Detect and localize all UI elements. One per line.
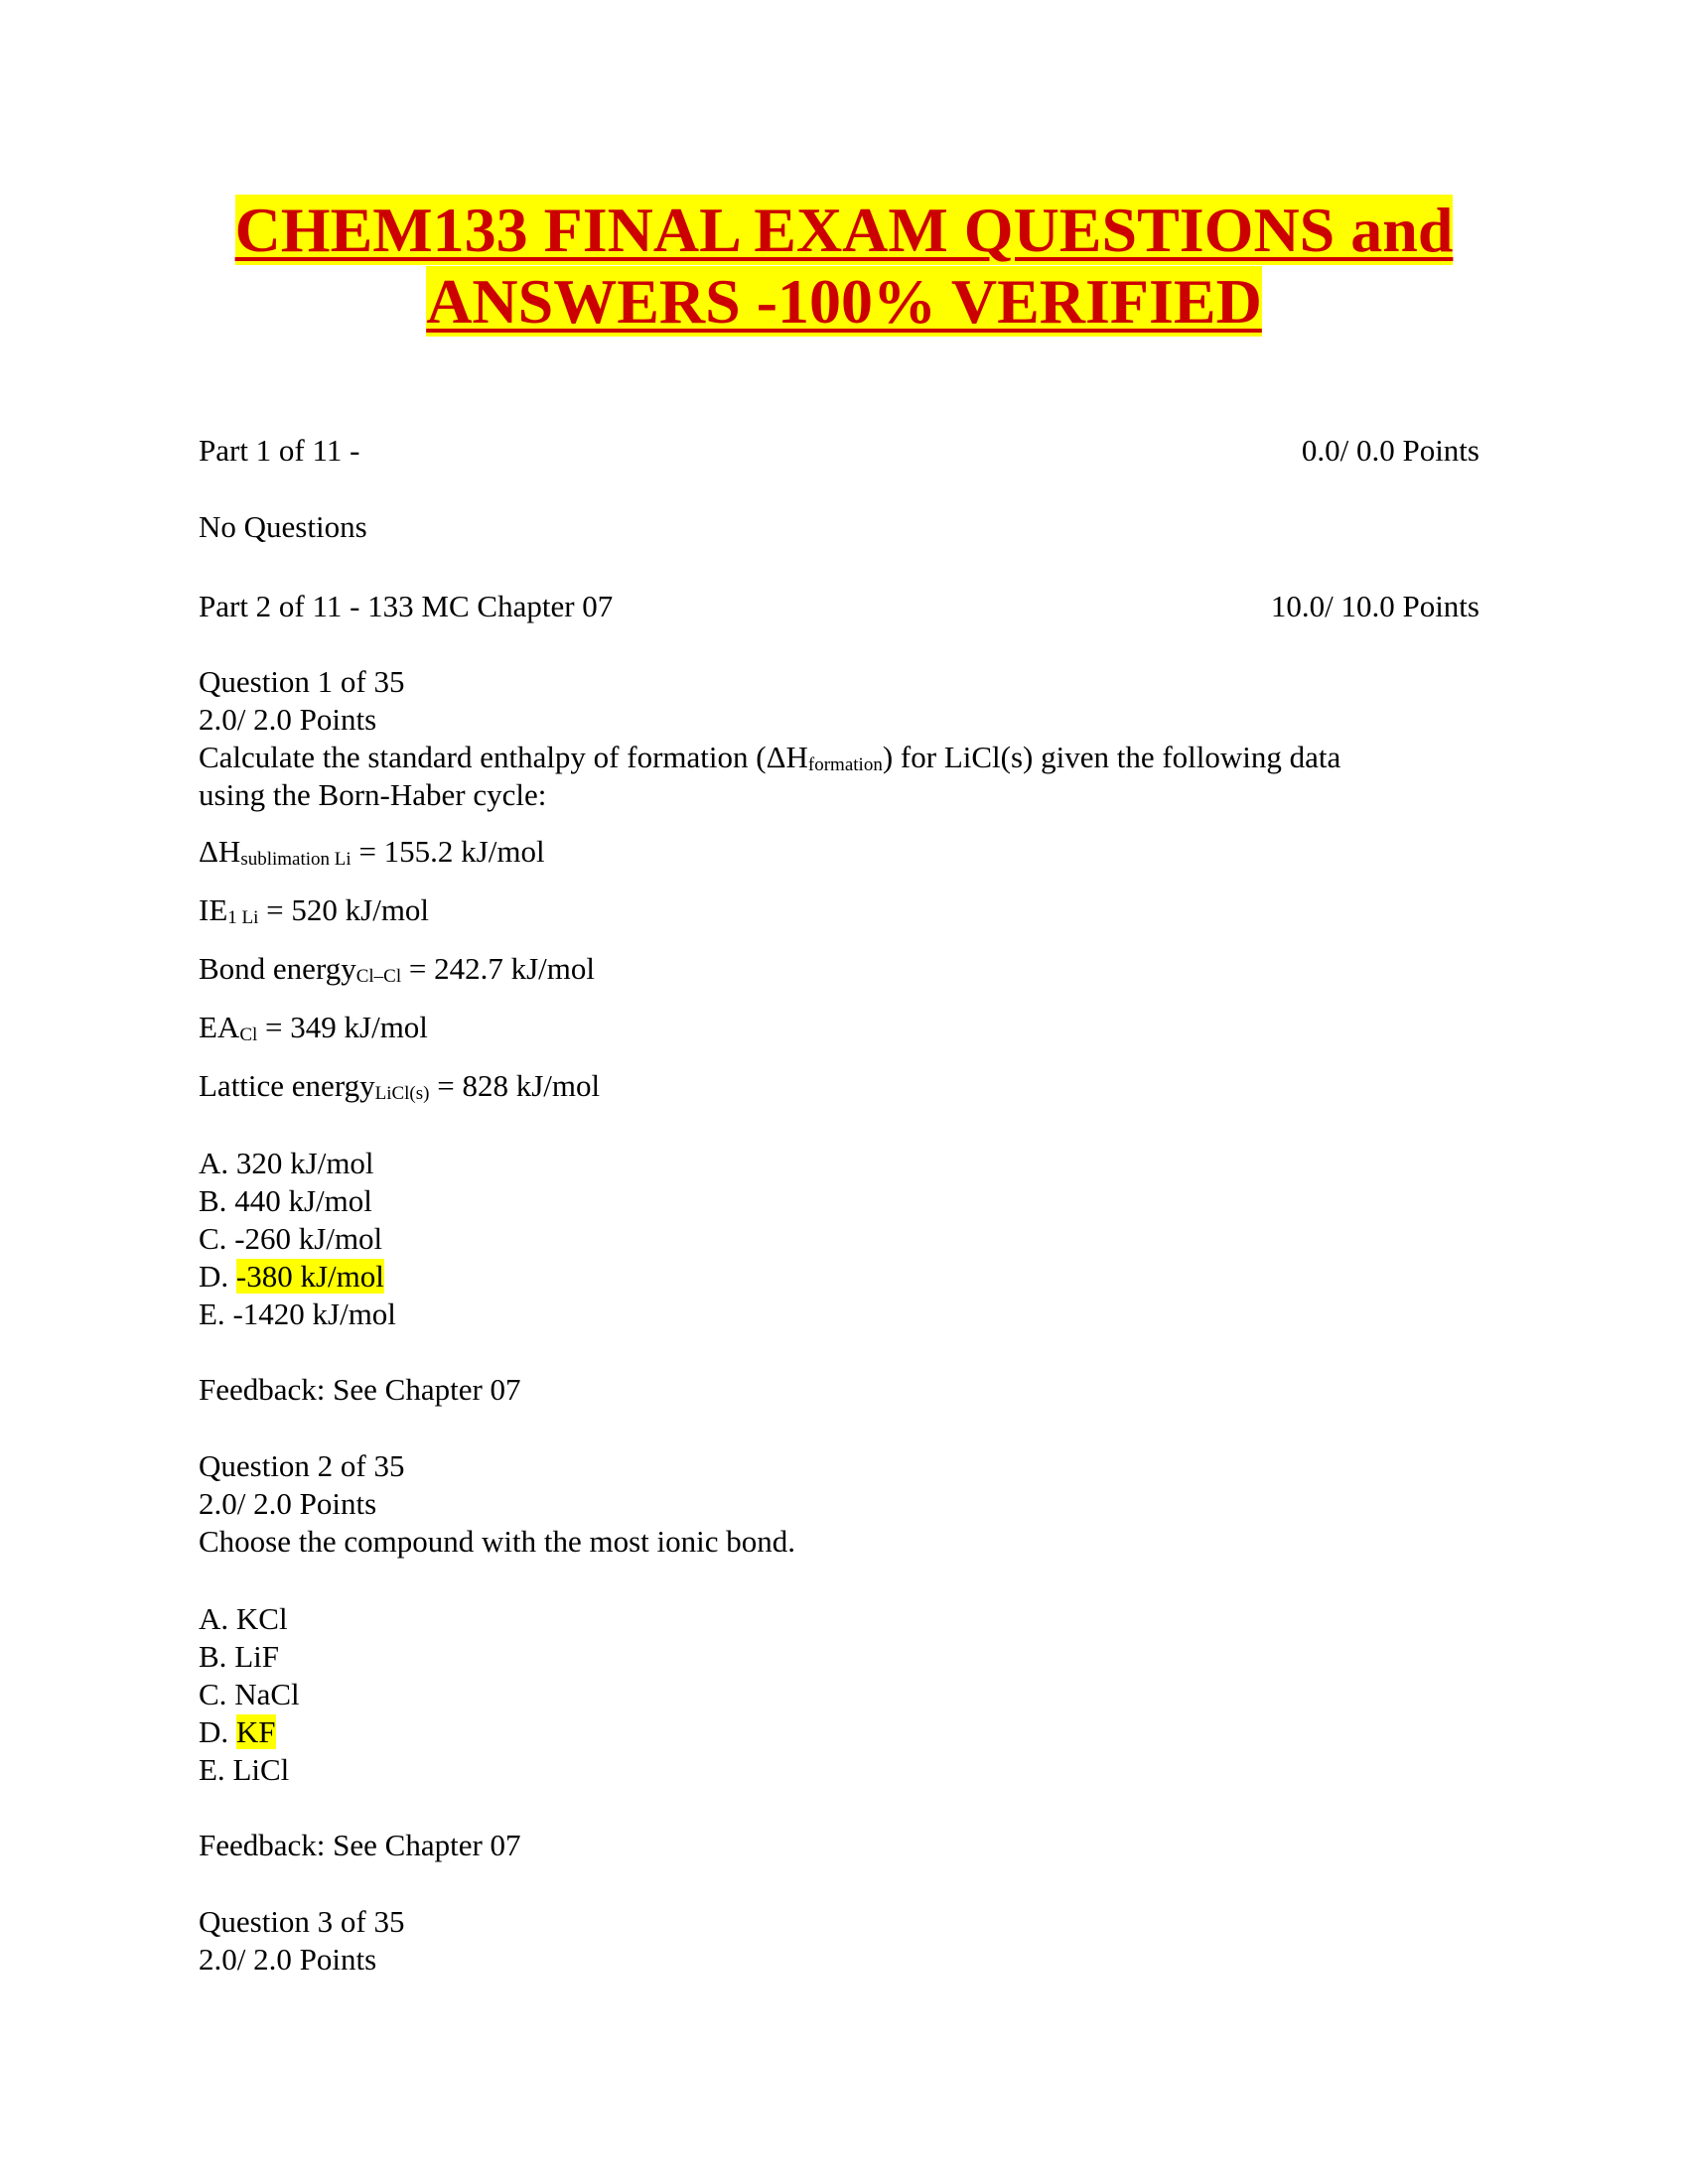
- question-1-choice: C. -260 kJ/mol: [199, 1221, 383, 1256]
- question-1-header: Question 1 of 35: [199, 664, 405, 699]
- question-2-points: 2.0/ 2.0 Points: [199, 1486, 377, 1521]
- correct-answer-highlight: KF: [235, 1714, 276, 1749]
- part-2-label: Part 2 of 11 - 133 MC Chapter 07: [199, 589, 614, 623]
- correct-answer-highlight: -380 kJ/mol: [235, 1259, 384, 1294]
- question-3-header: Question 3 of 35: [199, 1904, 405, 1939]
- question-2-choice: E. LiCl: [199, 1752, 290, 1787]
- question-2-choice: C. NaCl: [199, 1677, 300, 1711]
- question-1-prompt-line-2: using the Born-Haber cycle:: [199, 777, 547, 812]
- question-1-feedback: Feedback: See Chapter 07: [199, 1372, 521, 1407]
- document-title-line-1: CHEM133 FINAL EXAM QUESTIONS and: [234, 195, 1454, 265]
- question-1-choice: A. 320 kJ/mol: [199, 1146, 374, 1180]
- document-title-line-2: ANSWERS -100% VERIFIED: [426, 266, 1262, 337]
- part-1-label: Part 1 of 11 -: [199, 433, 360, 468]
- question-1-data-row: $\Delta H_{sublimation Li} = 155.2$ kJ/mol: [199, 834, 545, 870]
- question-1-data-row: Lattice energy$_{LiCl(s)}$ = 828 kJ/mol: [199, 1068, 601, 1104]
- question-1-data-row: Bond energy$_{Cl-Cl}$ = 242.7 kJ/mol: [199, 951, 596, 987]
- question-1-data-row: $IE_{1 Li} = 520$ kJ/mol: [199, 892, 430, 928]
- question-2-choice-correct: D. KF: [199, 1714, 276, 1749]
- question-2-choice: B. LiF: [199, 1639, 279, 1674]
- part-1-points: 0.0/ 0.0 Points: [1301, 433, 1479, 468]
- question-1-choice: B. 440 kJ/mol: [199, 1183, 372, 1218]
- question-1-choice: E. -1420 kJ/mol: [199, 1297, 396, 1331]
- question-2-prompt: Choose the compound with the most ionic bond.: [199, 1524, 796, 1559]
- question-2-feedback: Feedback: See Chapter 07: [199, 1828, 521, 1862]
- question-2-choice: A. KCl: [199, 1601, 288, 1636]
- question-1-choice-correct: D. -380 kJ/mol: [199, 1259, 384, 1294]
- question-1-data-row: $EA_{Cl} = 349$ kJ/mol: [199, 1010, 428, 1045]
- part-2-points: 10.0/ 10.0 Points: [1270, 589, 1479, 623]
- question-2-header: Question 2 of 35: [199, 1448, 405, 1483]
- part-1-note: No Questions: [199, 509, 367, 544]
- question-3-points: 2.0/ 2.0 Points: [199, 1942, 377, 1977]
- question-1-points: 2.0/ 2.0 Points: [199, 702, 377, 737]
- question-1-prompt-line-1: Calculate the standard enthalpy of formation $(\Delta H_{formation})$ for LiCl(s) given the following data: [199, 740, 1341, 775]
